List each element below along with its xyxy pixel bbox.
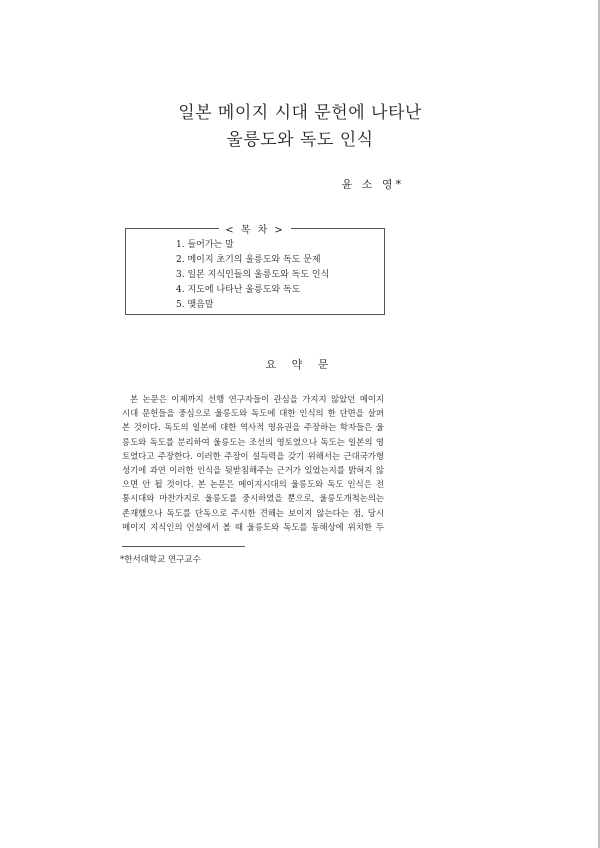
toc-item: 1. 들어가는 말 bbox=[176, 240, 234, 250]
toc-item: 4. 지도에 나타난 울릉도와 독도 bbox=[176, 285, 301, 295]
toc-header-rule-right bbox=[291, 228, 385, 229]
abstract-line: 으면 안 될 것이다. 본 논문은 메이지시대의 울릉도와 독도 인식은 전 bbox=[122, 479, 384, 490]
abstract-line: 시대 문헌들을 중심으로 울릉도와 독도에 대한 인식의 한 단면을 살펴 bbox=[122, 408, 384, 419]
toc-item: 5. 맺음말 bbox=[176, 300, 214, 310]
toc-heading: < 목 차 > bbox=[219, 221, 291, 236]
footnote-rule bbox=[122, 546, 245, 547]
abstract-line: 본 것이다. 독도의 일본에 대한 역사적 영유권을 주장하는 학자들은 울 bbox=[122, 422, 384, 433]
author-name: 윤 소 영* bbox=[341, 178, 404, 191]
toc-item: 3. 일본 지식인들의 울릉도와 독도 인식 bbox=[176, 270, 330, 280]
abstract-heading: 요 약 문 bbox=[265, 358, 335, 371]
abstract-line: 메이지 지식인의 언설에서 볼 때 울릉도와 독도를 동해상에 위치한 두 bbox=[122, 521, 384, 532]
abstract-line: 성기에 과연 이러한 인식을 뒷받침해주는 근거가 있었는지를 밝혀지 않 bbox=[122, 465, 384, 476]
abstract-body bbox=[122, 392, 384, 534]
toc-item: 2. 메이지 초기의 울릉도와 독도 문제 bbox=[176, 255, 321, 265]
paper-title-line-2: 울릉도와 독도 인식 bbox=[226, 130, 374, 150]
footnote-affiliation: *한서대학교 연구교수 bbox=[120, 555, 201, 565]
table-of-contents-header bbox=[125, 221, 385, 235]
abstract-line: 통시대와 마찬가지로 울릉도를 중시하였을 뿐으로, 울릉도개척논의는 bbox=[122, 493, 384, 504]
abstract-line: 릉도와 독도를 분리하여 울릉도는 조선의 영토였으나 독도는 일본의 영 bbox=[122, 436, 384, 447]
toc-header-rule-left bbox=[125, 228, 219, 229]
abstract-line: 토였다고 주장한다. 이러한 주장이 설득력을 갖기 위해서는 근대국가형 bbox=[122, 450, 384, 461]
paper-title-line-1: 일본 메이지 시대 문헌에 나타난 bbox=[178, 103, 422, 123]
abstract-line: 본 논문은 이제까지 선행 연구자들이 관심을 가지지 않았던 메이지 bbox=[130, 394, 384, 404]
abstract-line: 존재했으나 독도를 단독으로 주시한 견해는 보이지 않는다는 점, 당시 bbox=[122, 507, 384, 518]
toc-list bbox=[176, 238, 329, 313]
